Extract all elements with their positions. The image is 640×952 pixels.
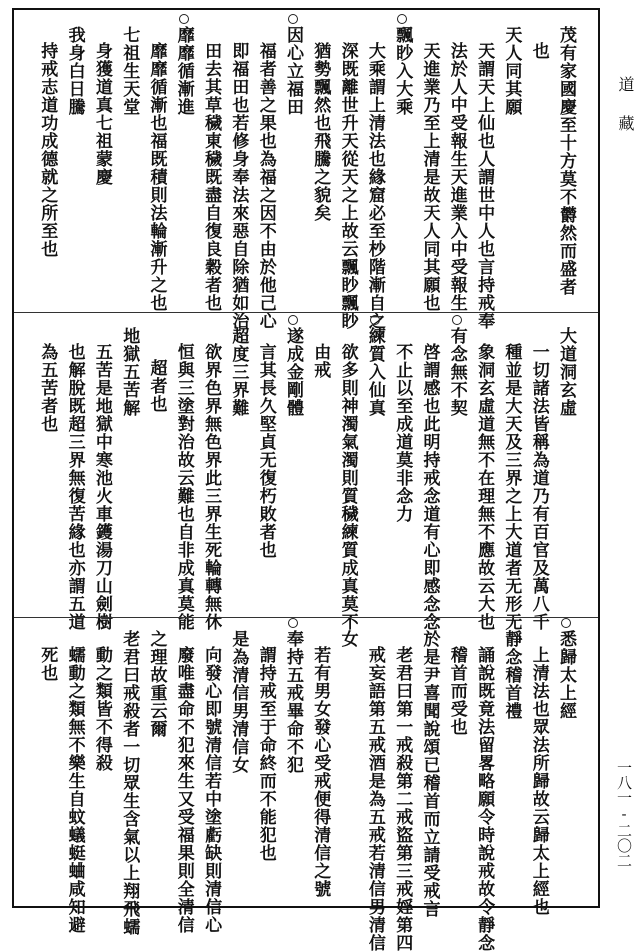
text-column: 遂成金剛體 xyxy=(283,327,303,417)
page-number: 一八一-二〇二 xyxy=(615,760,633,868)
text-column: 天人同其願 xyxy=(501,26,522,116)
text-band-bottom xyxy=(14,617,598,952)
text-column: 於是尹喜聞說頌已稽首而立請受戒言 xyxy=(419,630,440,918)
text-column: 奉持五戒畢命不犯 xyxy=(283,630,303,774)
text-column: 象洞玄虛道無不在理無不應故云大也 xyxy=(474,343,495,631)
text-column: 靜念稽首禮 xyxy=(501,630,522,720)
text-column: 地獄五苦解 xyxy=(119,327,140,417)
text-column: 種並是大天及三界之上大道者无形无 xyxy=(501,343,522,631)
text-column: 福者善之果也為福之因不由於他己心 xyxy=(255,42,276,330)
text-band-middle xyxy=(14,312,598,631)
text-column: 上清法也眾法所歸故云歸太上經也 xyxy=(528,646,549,916)
page-frame xyxy=(12,8,600,952)
text-column: 戒妄語第五戒酒是為五戒若清信男清信 xyxy=(364,646,385,952)
section-marker-circle xyxy=(288,618,298,628)
text-column: 老君曰戒殺者一切眾生含氣以上翔飛蠕 xyxy=(119,630,140,936)
text-column: 練質入仙真 xyxy=(364,327,385,417)
text-column: 持戒志道功成德就之所至也 xyxy=(37,42,58,258)
section-marker-circle xyxy=(179,14,189,24)
text-column: 天謂天上仙也人謂世中人也言持戒奉 xyxy=(474,42,495,330)
text-column: 廢唯盡命不犯來生又受福果則全清信 xyxy=(173,646,194,934)
text-column: 也 xyxy=(528,42,549,60)
text-column: 深既離世升天從天之上故云飄眇飄眇 xyxy=(337,42,358,330)
text-column: 欲界色界無色界此三界生死輪轉無休 xyxy=(201,343,222,631)
text-column: 之理故重云爾 xyxy=(146,630,167,738)
section-marker-circle xyxy=(397,14,407,24)
text-column: 悉歸太上經 xyxy=(556,630,576,720)
text-column: 若有男女發心受戒便得清信之號 xyxy=(310,646,331,898)
text-column: 法於人中受報生天進業入中受報生 xyxy=(446,42,467,312)
text-column: 欲多則神濁氣濁則質穢練質成真莫不 xyxy=(337,343,358,631)
text-column: 即福田也若修身奉法來惡自除猶如治 xyxy=(228,42,249,330)
text-column: 身獲道真七祖蒙慶 xyxy=(91,42,112,186)
text-column: 誦說既竟法留畧略願令時說戒故令靜念 xyxy=(474,646,495,952)
section-marker-circle xyxy=(452,315,462,325)
text-column: 稽首而受也 xyxy=(446,646,467,736)
text-column: 不止以至成道莫非念力 xyxy=(392,343,413,523)
section-marker-circle xyxy=(288,315,298,325)
text-column: 七祖生天堂 xyxy=(119,26,140,116)
text-column: 飄眇入大乘 xyxy=(392,26,413,116)
text-column: 恒與三塗對治故云難也自非成真莫能 xyxy=(173,343,194,631)
text-column: 大乘謂上清法也緣窟必至杪階漸自之 xyxy=(364,42,385,330)
text-column: 田去其草穢東穢既盡自復良穀者也 xyxy=(201,42,222,312)
text-column: 靡靡循漸也福既積則法輪漸升之也 xyxy=(146,42,167,312)
text-column: 女 xyxy=(337,630,358,648)
text-column: 死也 xyxy=(37,646,58,682)
text-column: 天進業乃至上清是故天人同其願也 xyxy=(419,42,440,312)
text-column: 動之類皆不得殺 xyxy=(91,646,112,772)
text-column: 言其長久堅貞无復朽敗者也 xyxy=(255,343,276,559)
text-column: 也解脫既超三界無復苦緣也亦謂五道 xyxy=(64,343,85,631)
text-column: 向發心即號清信若中塗虧缺則清信心 xyxy=(201,646,222,934)
text-column: 因心立福田 xyxy=(283,26,303,116)
text-column: 蠕動之類無不樂生自蚊蟻蜓蛐咸知避 xyxy=(64,646,85,934)
section-marker-circle xyxy=(370,315,380,325)
text-column: 大道洞玄虛 xyxy=(556,327,576,417)
text-column: 老君曰第一戒殺第二戒盜第三戒婬第四 xyxy=(392,646,413,952)
section-marker-circle xyxy=(561,618,571,628)
text-band-top xyxy=(14,10,598,330)
text-column: 有念無不契 xyxy=(446,327,467,417)
text-column: 由戒 xyxy=(310,343,331,379)
text-column: 謂持戒至于命終而不能犯也 xyxy=(255,646,276,862)
text-column: 啓謂感也此明持戒念道有心即感念念 xyxy=(419,343,440,631)
text-column: 為五苦者也 xyxy=(37,343,58,433)
text-column: 靡靡循漸進 xyxy=(173,26,194,116)
volume-title: 道 藏 xyxy=(616,76,635,133)
section-marker-circle xyxy=(288,14,298,24)
text-column: 猶勢飄然也飛騰之貌矣 xyxy=(310,42,331,222)
text-column: 超者也 xyxy=(146,359,167,413)
text-column: 一切諸法皆稱為道乃有百官及萬八千 xyxy=(528,343,549,631)
text-column: 茂有家國慶至十方莫不欝然而盛者 xyxy=(556,26,576,296)
text-column: 超度三界難 xyxy=(228,327,249,417)
text-column: 五苦是地獄中寒池火車鑊湯刀山劍樹 xyxy=(91,343,112,631)
text-column: 我身白日騰 xyxy=(64,26,85,116)
text-column: 是為清信男清信女 xyxy=(228,630,249,774)
